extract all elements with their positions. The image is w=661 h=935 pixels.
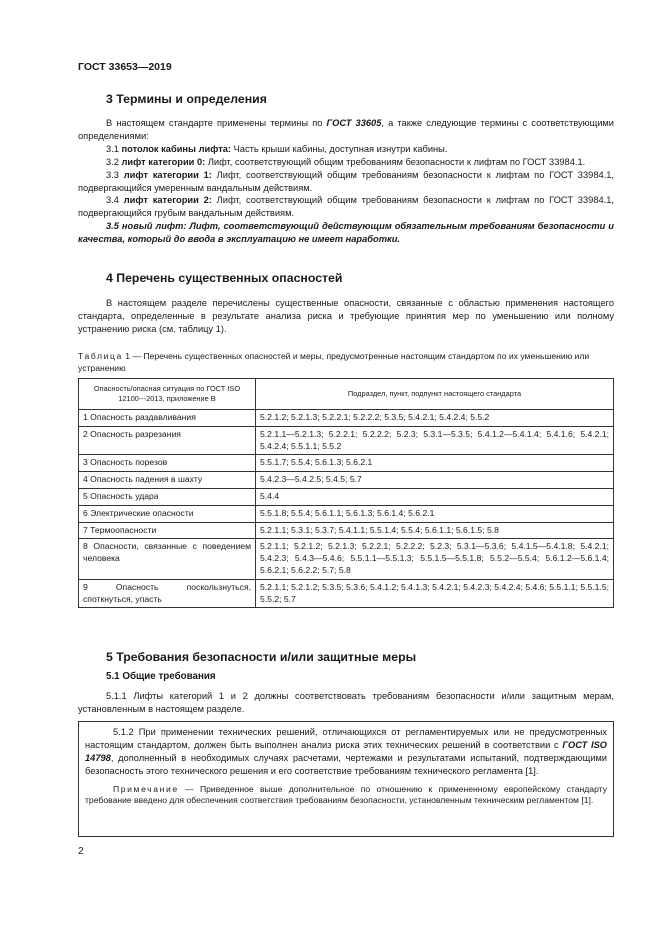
table-1 [78,378,614,608]
section-4-intro: В настоящем разделе перечислены существенные опасности, связанные с областью применения настоящего стандарта, определенные в результате анализа риска и требующие принятия мер по уменьшению или полному устранению риска (см. таблицу 1). [78,298,614,334]
term-3-3: 3.3 лифт категории 1: Лифт, соответствующий общим требованиям безопасности к лифтам по ГОСТ 33984.1, подвергающийся умеренным вандальным действиям. [78,169,614,193]
table-row [79,488,614,505]
section-3-body [78,117,614,246]
clauses-cell: 5.5.1.8; 5.5.4; 5.6.1.1; 5.6.1.3; 5.6.1.4; 5.6.2.1 [256,505,614,522]
hazard-cell: 6 Электрические опасности [79,505,256,522]
term-3-4: 3.4 лифт категории 2: Лифт, соответствующий общим требованиям безопасности к лифтам по ГОСТ 33984.1, подвергающийся грубым вандальным действиям. [78,195,614,219]
table-header-hazard: Опасность/опасная ситуация по ГОСТ ISO 12100-‐-2013, приложение В [79,379,256,410]
term-3-5: 3.5 новый лифт: Лифт, соответствующий действующим обязательным требованиям безопасности и качества, который до ввода в эксплуатацию не имеет наработки. [78,221,614,245]
clauses-cell: 5.2.1.1; 5.3.1; 5.3.7; 5.4.1.1; 5.5.1.4; 5.5.4; 5.6.1.1; 5.6.1.5; 5.8 [256,522,614,539]
term-3-1: 3.1 потолок кабины лифта: Часть крыши кабины, доступная изнутри кабины. [106,143,448,154]
table-header-clauses: Подраздел, пункт, подпункт настоящего стандарта [256,379,614,410]
clauses-cell: 5.4.4 [256,488,614,505]
hazard-cell: 2 Опасность разрезания [79,426,256,455]
hazard-cell: 7 Термоопасности [79,522,256,539]
table-row [79,426,614,455]
table-row [79,505,614,522]
clause-5-1-1 [78,690,614,716]
clauses-cell: 5.2.1.1; 5.2.1.2; 5.3.5; 5.3.6; 5.4.1.2; 5.4.1.3; 5.4.2.1; 5.4.2.3; 5.4.2.4; 5.4.6; 5.5.1.1; 5.5.1.5; 5.5.2; 5.7 [256,579,614,608]
hazard-cell: 8 Опасности, связанные с поведением человека [79,539,256,579]
section-3-intro: В настоящем стандарте применены термины по ГОСТ 33605, а также следующие термины с соответствующими определениями: [78,118,614,141]
standard-header: ГОСТ 33653—2019 [78,61,172,73]
table-row [79,522,614,539]
page-number: 2 [78,846,84,857]
table-row [79,579,614,608]
clauses-cell: 5.2.1.2; 5.2.1.3; 5.2.2.1; 5.2.2.2; 5.3.5; 5.4.2.1; 5.4.2.4; 5.5.2 [256,410,614,427]
hazard-cell: 9 Опасность поскользнуться, споткнуться, упасть [79,579,256,608]
section-3-heading: 3 Термины и определения [106,92,267,106]
clause-5-1-2-text: 5.1.2 При применении технических решений, отличающихся от регламентируемых или не предусмотренных настоящим стандартом, должен быть выполнен анализ риска этих технических решений в соответствии с ГОСТ ISO 14798, дополненный в необходимых случаях расчетами, чертежами и результатами испытаний, подтверждающими безопасность этого технического решения и его соответствие требованиям технического регламента [1]. [85,727,608,776]
subsection-5-1 [78,671,614,684]
table-row [79,410,614,427]
section-4-heading: 4 Перечень существенных опасностей [106,271,343,285]
framed-clause-5-1-2 [78,721,614,837]
table-row [79,539,614,579]
hazard-cell: 3 Опасность порезов [79,455,256,472]
clauses-cell: 5.4.2.3—5.4.2.5; 5.4.5; 5.7 [256,472,614,489]
hazard-cell: 1 Опасность раздавливания [79,410,256,427]
section-4 [78,272,614,285]
table-row [79,455,614,472]
clauses-cell: 5.2.1.1—5.2.1.3; 5.2.2.1; 5.2.2.2; 5.2.3; 5.3.1—5.3.5; 5.4.1.2—5.4.1.4; 5.4.1.6; 5.4.2.1; 5.4.2.4; 5.5.1.1; 5.5.2 [256,426,614,455]
term-3-2: 3.2 лифт категории 0: Лифт, соответствующий общим требованиям безопасности к лифтам по ГОСТ 33984.1. [106,156,586,167]
section-5 [78,651,614,664]
section-3 [78,93,614,106]
clauses-cell: 5.2.1.1; 5.2.1.2; 5.2.1.3; 5.2.2.1; 5.2.2.2; 5.2.3; 5.3.1—5.3.6; 5.4.1.5—5.4.1.8; 5.4.2.1; 5.4.2.3; 5.4.3—5.4.6; 5.5.1.1—5.5.1.3; 5.5.1.5—5.5.1.8; 5.5.2—5.5.4; 5.6.1.2—5.6.1.4; 5.6.2.1; 5.6.2.2; 5.7; 5.8 [256,539,614,579]
table-1-caption: Таблица 1 — Перечень существенных опасностей и меры, предусмотренные настоящим стандартом по их уменьшению или устранению [78,351,590,373]
hazard-cell: 4 Опасность падения в шахту [79,472,256,489]
clause-5-1-2-note: Примечание — Приведенное выше дополнительное по отношению к примененному европейскому стандарту требование введено для обеспечения соответствия требованиям безопасности, установленным техническим регламентом [1]. [85,783,607,806]
hazard-cell: 5 Опасность удара [79,488,256,505]
clauses-cell: 5.5.1.7; 5.5.4; 5.6.1.3; 5.6.2.1 [256,455,614,472]
subsection-5-1-heading: 5.1 Общие требования [106,671,216,682]
section-4-body [78,297,614,336]
table-row [79,472,614,489]
clause-5-1-1-text: 5.1.1 Лифты категорий 1 и 2 должны соответствовать требованиям безопасности и/или защитным мерам, установленным в настоящем разделе. [78,691,614,714]
section-5-heading: 5 Требования безопасности и/или защитные меры [106,650,417,664]
